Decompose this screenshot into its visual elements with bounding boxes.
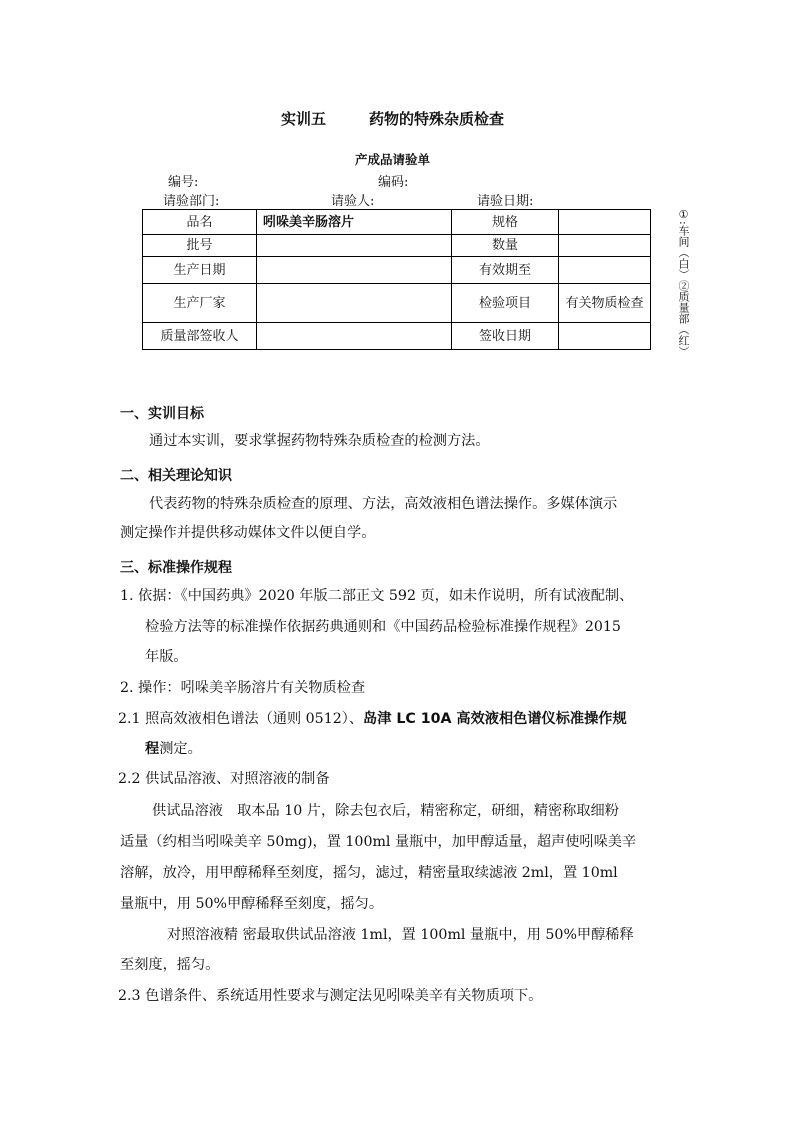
paragraph: 至刻度，摇匀。 xyxy=(120,957,220,973)
paragraph: 溶解，放冷，用甲醇稀释至刻度，摇匀，滤过，精密量取续滤液 2ml，置 10ml xyxy=(120,865,618,881)
paragraph: 适量（约相当吲哚美辛 50mg)，置 100ml 量瓶中，加甲醇适量，超声使吲哚美辛 xyxy=(120,834,637,850)
number-label: 编号: xyxy=(168,175,199,190)
list-item xyxy=(118,704,627,735)
production-date-value xyxy=(257,257,452,284)
text: 2.1 照高效液相色谱法（通则 0512）、 xyxy=(118,711,364,727)
label-cell: 签收日期 xyxy=(452,323,559,350)
section-heading: 二、相关理论知识 xyxy=(120,468,232,484)
label-cell: 有效期至 xyxy=(452,257,559,284)
table-row xyxy=(143,323,651,350)
product-name-value: 吲哚美辛肠溶片 xyxy=(257,210,452,235)
label-cell: 批号 xyxy=(143,235,257,257)
receipt-date-value xyxy=(559,323,651,350)
label-cell: 数量 xyxy=(452,235,559,257)
form-title: 产成品请验单 xyxy=(355,152,431,167)
quantity-value xyxy=(559,235,651,257)
paragraph: 供试品溶液 取本品 10 片，除去包衣后，精密称定，研细，精密称取细粉 xyxy=(152,803,619,819)
batch-value xyxy=(257,235,452,257)
section-heading: 三、标准操作规程 xyxy=(120,560,232,576)
list-item: 2. 操作：吲哚美辛肠溶片有关物质检查 xyxy=(120,680,366,696)
label-cell: 品名 xyxy=(143,210,257,235)
code-label: 编码: xyxy=(378,175,409,190)
list-item: 检验方法等的标准操作依据药典通则和《中国药品检验标准操作规程》2015 xyxy=(145,619,621,635)
bold-text: 程 xyxy=(145,741,160,757)
label-cell: 生产厂家 xyxy=(143,284,257,323)
label-cell: 生产日期 xyxy=(143,257,257,284)
list-item: 1. 依据：《中国药典》2020 年版二部正文 592 页，如未作说明，所有试液配制、 xyxy=(120,588,634,604)
section-heading: 一、实训目标 xyxy=(120,406,204,422)
label-cell: 规格 xyxy=(452,210,559,235)
expiry-value xyxy=(559,257,651,284)
page-title: 药物的特殊杂质检查 xyxy=(369,110,505,128)
copy-distribution-note: ①:车间（白）②质量部（红） xyxy=(677,208,690,357)
manufacturer-value xyxy=(257,284,452,323)
paragraph: 对照溶液精 密最取供试品溶液 1ml，置 100ml 量瓶中，用 50%甲醇稀释 xyxy=(167,927,634,943)
text: 测定。 xyxy=(159,741,202,757)
list-item: 2.3 色谱条件、系统适用性要求与测定法见吲哚美辛有关物质项下。 xyxy=(118,988,543,1004)
inspection-form-table xyxy=(142,209,651,350)
list-item xyxy=(145,734,202,765)
list-item: 2.2 供试品溶液、对照溶液的制备 xyxy=(118,771,330,787)
table-row xyxy=(143,284,651,323)
spec-value xyxy=(559,210,651,235)
paragraph: 代表药物的特殊杂质检查的原理、方法，高效液相色谱法操作。多媒体演示 xyxy=(149,496,618,512)
page-title-number: 实训五 xyxy=(281,110,327,128)
test-item-value: 有关物质检查 xyxy=(559,284,651,323)
table-row xyxy=(143,235,651,257)
table-row xyxy=(143,210,651,235)
requester-label: 请验人: xyxy=(331,194,375,209)
label-cell: 检验项目 xyxy=(452,284,559,323)
bold-text: 岛津 LC 10A 高效液相色谱仪标准操作规 xyxy=(363,711,627,727)
paragraph: 测定操作并提供移动媒体文件以便自学。 xyxy=(120,525,376,541)
label-cell: 质量部签收人 xyxy=(143,323,257,350)
request-date-label: 请验日期: xyxy=(477,194,534,209)
dept-label: 请验部门: xyxy=(163,194,220,209)
list-item: 年版。 xyxy=(145,649,188,665)
receiver-value xyxy=(257,323,452,350)
paragraph: 通过本实训，要求掌握药物特殊杂质检查的检测方法。 xyxy=(149,433,490,449)
table-row xyxy=(143,257,651,284)
paragraph: 量瓶中，用 50%甲醇稀释至刻度，摇匀。 xyxy=(120,896,384,912)
